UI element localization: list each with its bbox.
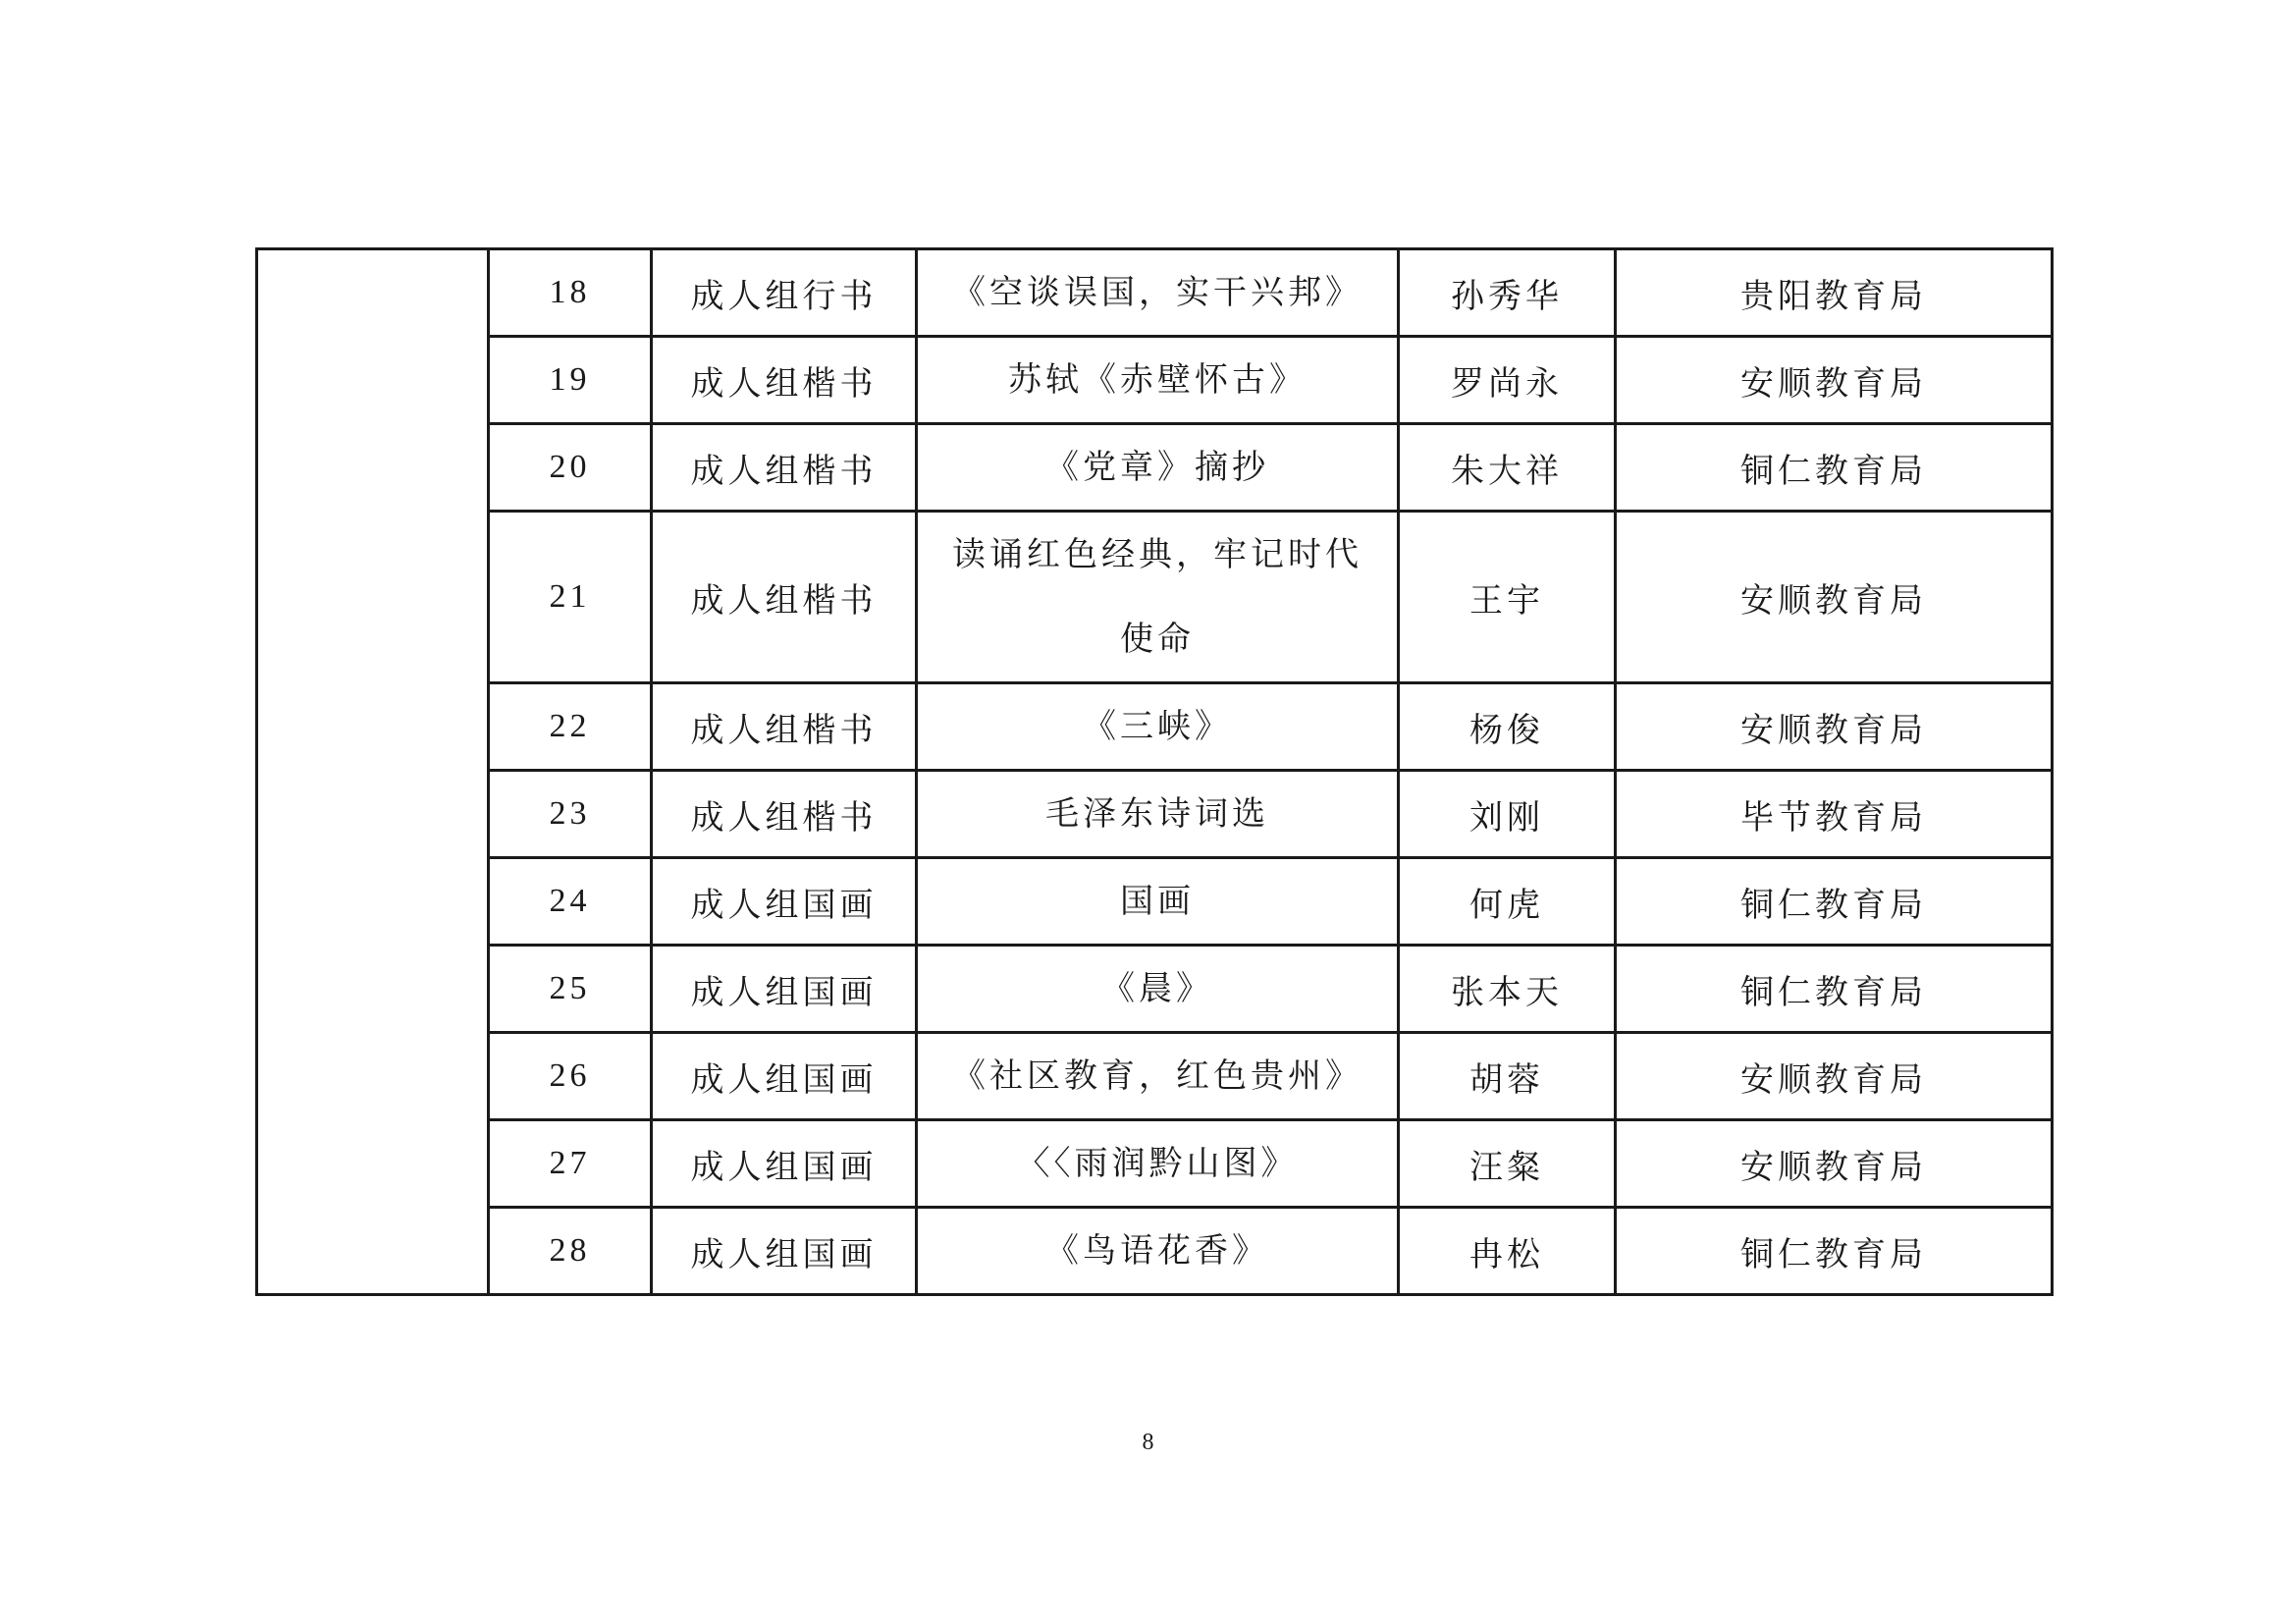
category-cell: 成人组国画	[652, 1208, 917, 1295]
work-title-cell	[917, 1120, 1399, 1208]
category-cell: 成人组行书	[652, 249, 917, 337]
category-cell: 成人组国画	[652, 858, 917, 946]
work-title-line: 毛泽东诗词选	[1045, 794, 1269, 834]
table-row	[257, 512, 2053, 683]
table-row	[257, 771, 2053, 858]
table-row	[257, 424, 2053, 512]
table-row	[257, 1033, 2053, 1120]
award-table	[255, 247, 2054, 1296]
work-title-line: 《党章》摘抄	[1045, 448, 1269, 487]
unit-cell: 安顺教育局	[1616, 337, 2053, 424]
unit-cell: 安顺教育局	[1616, 1120, 2053, 1208]
category-cell: 成人组国画	[652, 946, 917, 1033]
row-number-cell: 21	[489, 512, 652, 683]
work-title-cell	[917, 512, 1399, 683]
table-body	[257, 249, 2053, 1295]
page-number: 8	[1142, 1430, 1154, 1455]
category-cell: 成人组国画	[652, 1120, 917, 1208]
table-row	[257, 249, 2053, 337]
author-cell: 罗尚永	[1399, 337, 1616, 424]
table-row	[257, 683, 2053, 771]
category-cell: 成人组楷书	[652, 424, 917, 512]
row-number-cell: 28	[489, 1208, 652, 1295]
work-title-cell	[917, 1208, 1399, 1295]
work-title-line: 〈〈雨润黔山图》	[1016, 1144, 1299, 1183]
unit-cell: 贵阳教育局	[1616, 249, 2053, 337]
work-title-line: 《三峡》	[1083, 707, 1232, 746]
work-title-line: 《社区教育，红色贵州》	[952, 1056, 1362, 1096]
unit-cell: 毕节教育局	[1616, 771, 2053, 858]
row-number-cell: 20	[489, 424, 652, 512]
unit-cell: 安顺教育局	[1616, 512, 2053, 683]
work-title-cell	[917, 1033, 1399, 1120]
table-row	[257, 1208, 2053, 1295]
work-title-cell	[917, 771, 1399, 858]
work-title-line: 《空谈误国，实干兴邦》	[952, 273, 1362, 312]
category-cell: 成人组国画	[652, 1033, 917, 1120]
author-cell: 王宇	[1399, 512, 1616, 683]
unit-cell: 铜仁教育局	[1616, 858, 2053, 946]
table-row	[257, 1120, 2053, 1208]
author-cell: 张本天	[1399, 946, 1616, 1033]
unit-cell: 铜仁教育局	[1616, 1208, 2053, 1295]
row-number-cell: 18	[489, 249, 652, 337]
work-title-cell	[917, 683, 1399, 771]
row-number-cell: 19	[489, 337, 652, 424]
work-title-cell	[917, 946, 1399, 1033]
unit-cell: 安顺教育局	[1616, 683, 2053, 771]
author-cell: 冉松	[1399, 1208, 1616, 1295]
work-title-line: 使命	[1120, 620, 1195, 659]
author-cell: 朱大祥	[1399, 424, 1616, 512]
category-cell: 成人组楷书	[652, 512, 917, 683]
work-title-cell	[917, 424, 1399, 512]
unit-cell: 安顺教育局	[1616, 1033, 2053, 1120]
work-title-line: 《鸟语花香》	[1045, 1231, 1269, 1271]
author-cell: 孙秀华	[1399, 249, 1616, 337]
table-row	[257, 337, 2053, 424]
table-row	[257, 946, 2053, 1033]
category-cell: 成人组楷书	[652, 771, 917, 858]
category-cell: 成人组楷书	[652, 337, 917, 424]
author-cell: 汪粲	[1399, 1120, 1616, 1208]
work-title-line: 苏轼《赤壁怀古》	[1008, 360, 1307, 400]
row-number-cell: 23	[489, 771, 652, 858]
row-number-cell: 26	[489, 1033, 652, 1120]
work-title-line: 国画	[1120, 882, 1195, 921]
merged-group-cell	[257, 249, 489, 1295]
row-number-cell: 27	[489, 1120, 652, 1208]
row-number-cell: 24	[489, 858, 652, 946]
unit-cell: 铜仁教育局	[1616, 946, 2053, 1033]
row-number-cell: 22	[489, 683, 652, 771]
category-cell: 成人组楷书	[652, 683, 917, 771]
unit-cell: 铜仁教育局	[1616, 424, 2053, 512]
author-cell: 胡蓉	[1399, 1033, 1616, 1120]
work-title-cell	[917, 249, 1399, 337]
author-cell: 何虎	[1399, 858, 1616, 946]
author-cell: 杨俊	[1399, 683, 1616, 771]
work-title-cell	[917, 858, 1399, 946]
row-number-cell: 25	[489, 946, 652, 1033]
work-title-line: 读诵红色经典，牢记时代	[952, 535, 1362, 574]
work-title-cell	[917, 337, 1399, 424]
table-row	[257, 858, 2053, 946]
work-title-line: 《晨》	[1101, 969, 1213, 1008]
author-cell: 刘刚	[1399, 771, 1616, 858]
